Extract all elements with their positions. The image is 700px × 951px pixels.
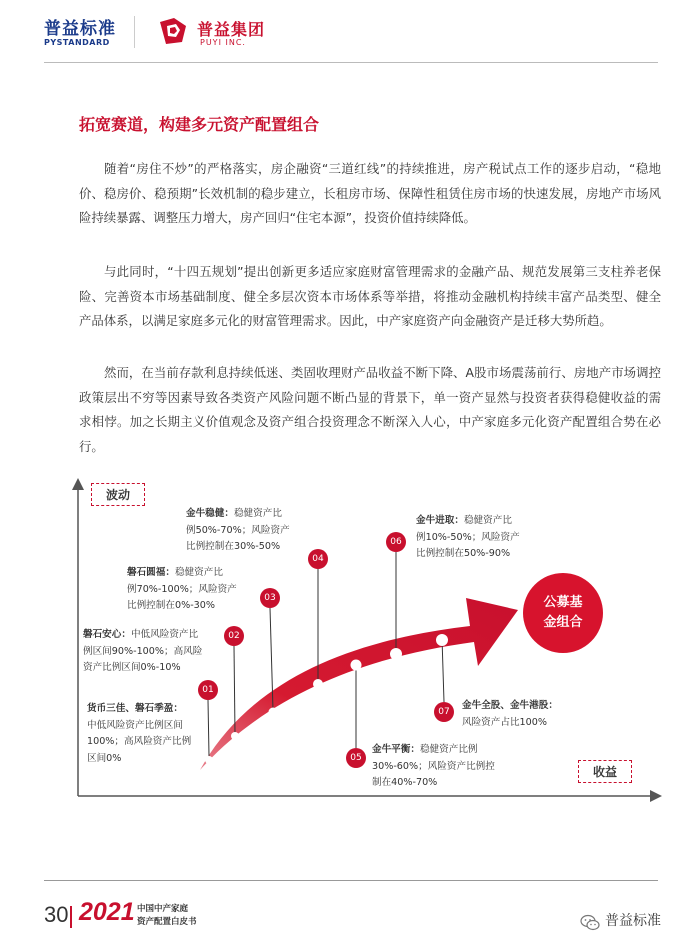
node-07: 07 bbox=[434, 702, 454, 722]
node-06-description: 金牛进取：稳健资产比 例10%-50%；风险资产 比例控制在50%-90% bbox=[416, 515, 520, 559]
paragraph-3: 然而，在当前存款利息持续低迷、类固收理财产品收益不断下降、A股市场震荡前行、房地产市场调控政策层出不穷等因素导致各类资产风险问题不断凸显的背景下，单一资产显然与投资者获得稳健收益的需求相悖。加之长期主义价值观念及资产组合投资理念不断深入人心，中产家庭多元化资产配置组合势在必行。 bbox=[79, 365, 661, 454]
allocation-diagram bbox=[0, 470, 700, 810]
node-07-description: 金牛全股、金牛港股： 风险资产占比100% bbox=[462, 700, 558, 728]
pystandard-logo-text: 普益标准 bbox=[44, 19, 116, 39]
target-line-2: 金组合 bbox=[543, 615, 583, 630]
puyi-logo-text: 普益集团 bbox=[197, 20, 266, 39]
node-03-description: 磐石圆福：稳健资产比 例70%-100%；风险资产 比例控制在0%-30% bbox=[127, 567, 237, 611]
target-circle bbox=[523, 573, 603, 653]
page-number-divider bbox=[70, 906, 72, 928]
node-01: 01 bbox=[198, 680, 218, 700]
node-04: 04 bbox=[308, 549, 328, 569]
node-02-description: 磐石安心：中低风险资产比 例区间90%-100%；高风险 资产比例区间0%-10% bbox=[83, 629, 203, 673]
puyi-logo-icon bbox=[158, 16, 188, 46]
target-line-1: 公募基 bbox=[543, 595, 583, 610]
report-title-line-1: 中国中产家庭 bbox=[137, 904, 189, 914]
node-03: 03 bbox=[260, 588, 280, 608]
paragraph-2: 与此同时，“十四五规划”提出创新更多适应家庭财富管理需求的金融产品、规范发展第三支柱养老保险、完善资本市场基础制度、健全多层次资本市场体系等举措，将推动金融机构持续丰富产品类型、健全产品体系，以满足家庭多元化的财富管理需求。因此，中产家庭资产向金融资产是迁移大势所趋。 bbox=[79, 264, 661, 328]
node-04-description: 金牛稳健：稳健资产比 例50%-70%；风险资产 比例控制在30%-50% bbox=[186, 508, 290, 552]
node-02: 02 bbox=[224, 626, 244, 646]
section-title: 拓宽赛道，构建多元资产配置组合 bbox=[79, 115, 320, 134]
page-number: 30 bbox=[44, 902, 69, 927]
y-axis-label: 波动 bbox=[91, 483, 145, 506]
pystandard-logo-subtext: PYSTANDARD bbox=[44, 38, 110, 47]
report-year: 2021 bbox=[79, 898, 135, 926]
node-05: 05 bbox=[346, 748, 366, 768]
page-header bbox=[0, 0, 700, 64]
node-05-description: 金牛平衡：稳健资产比例 30%-60%；风险资产比例控 制在40%-70% bbox=[372, 744, 495, 788]
node-06: 06 bbox=[386, 532, 406, 552]
paragraph-1: 随着“房住不炒”的严格落实，房企融资“三道红线”的持续推进，房产税试点工作的逐步启动，“稳地价、稳房价、稳预期”长效机制的稳步建立，长租房市场、保障性租赁住房市场的快速发展，房地产市场风险持续暴露、调整压力增大，房产回归“住宅本源”，投资价值持续降低。 bbox=[79, 161, 661, 225]
report-title-line-2: 资产配置白皮书 bbox=[137, 917, 197, 927]
header-divider bbox=[134, 16, 135, 48]
wechat-icon bbox=[580, 913, 600, 933]
footer-rule bbox=[44, 880, 658, 881]
watermark-text: 普益标准 bbox=[605, 913, 661, 929]
node-01-description: 货币三佳、磐石季盈： 中低风险资产比例区间 100%；高风险资产比例 区间0% bbox=[87, 703, 192, 764]
header-rule bbox=[44, 62, 658, 63]
puyi-logo-subtext: PUYI INC. bbox=[200, 38, 246, 47]
x-axis-label: 收益 bbox=[578, 760, 632, 783]
